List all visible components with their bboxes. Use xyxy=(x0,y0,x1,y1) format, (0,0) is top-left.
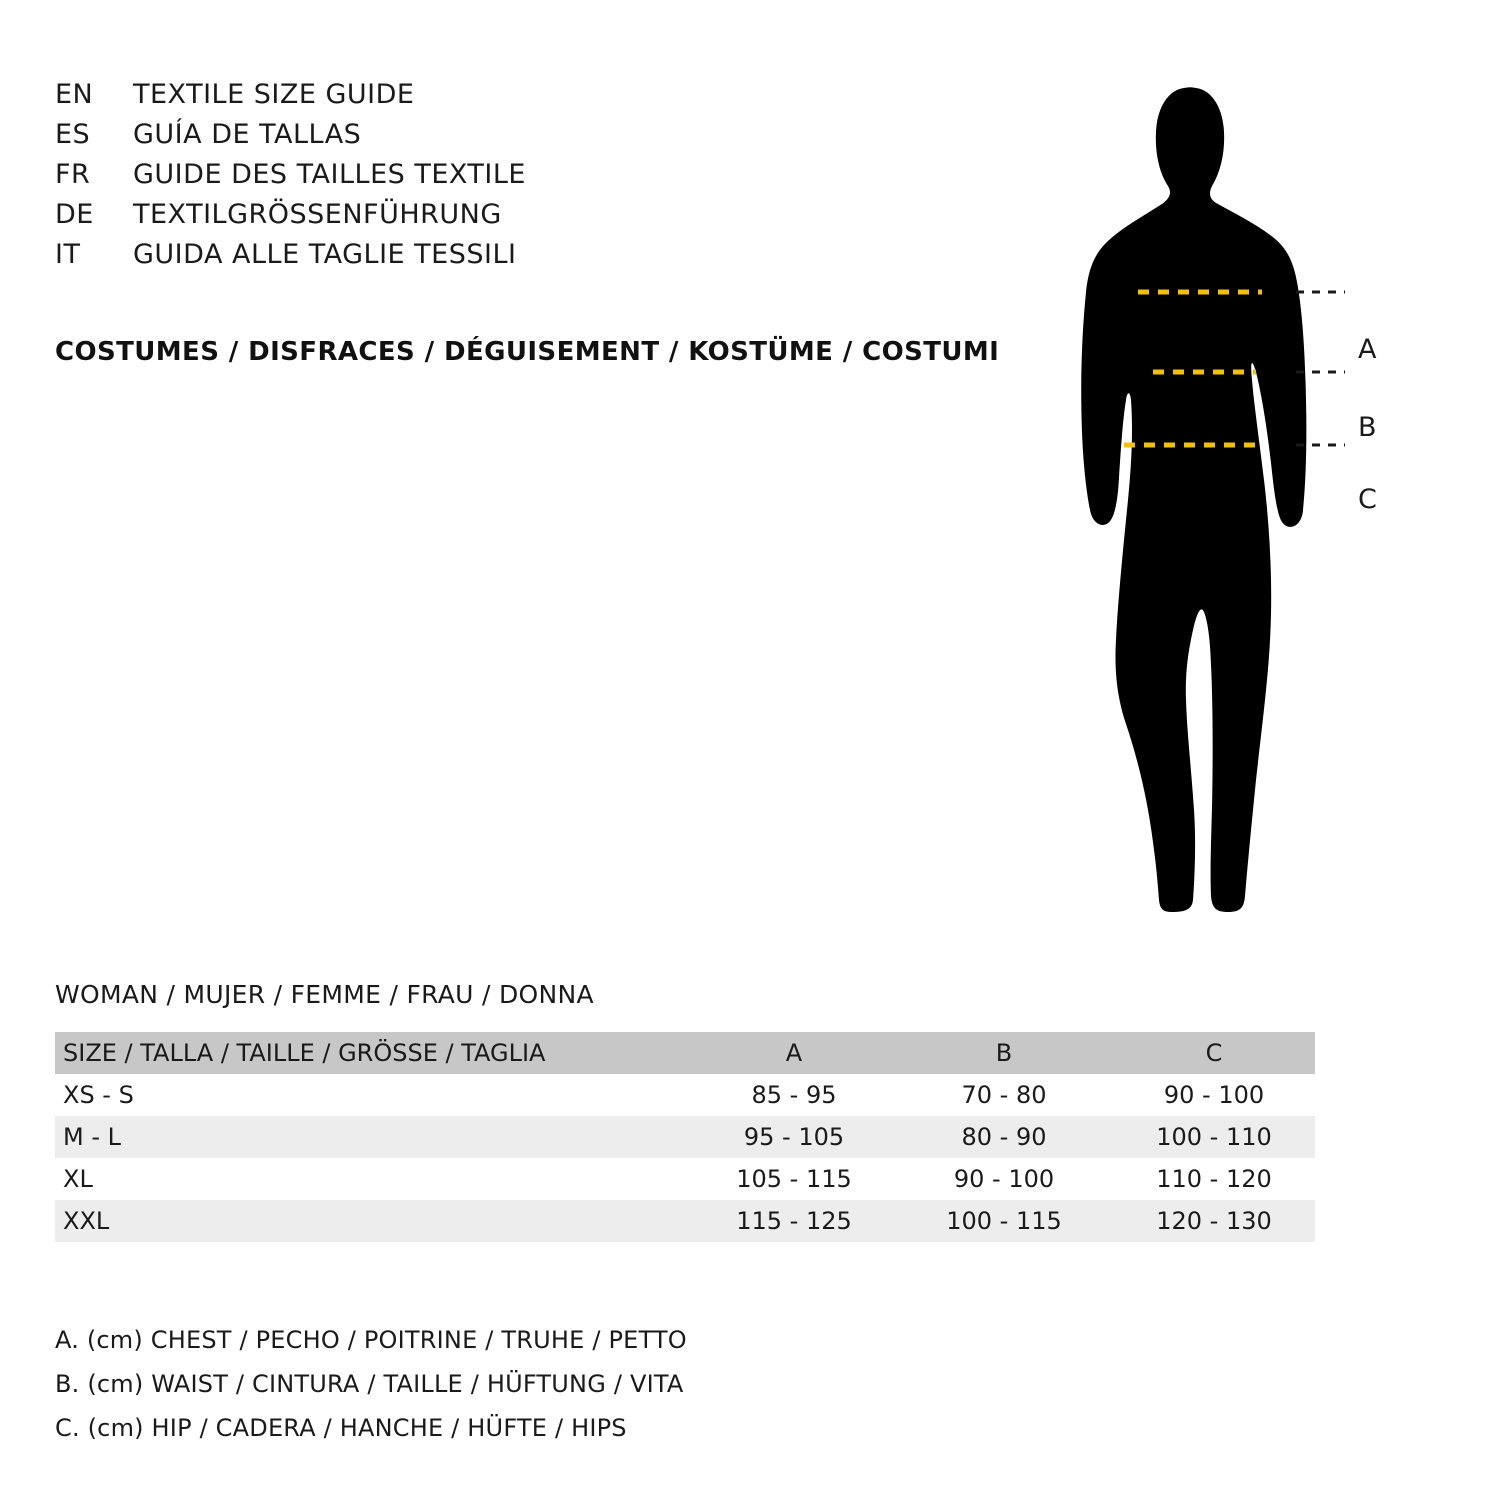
cell-b: 70 - 80 xyxy=(961,1081,1047,1109)
cell-b: 80 - 90 xyxy=(961,1123,1047,1151)
costumes-subtitle: COSTUMES / DISFRACES / DÉGUISEMENT / KOSTÜME / COSTUMI xyxy=(55,337,1000,367)
cell-c: 110 - 120 xyxy=(1156,1165,1272,1193)
header-b: B xyxy=(995,1039,1013,1067)
language-text-en: TEXTILE SIZE GUIDE xyxy=(133,79,415,110)
cell-size: M - L xyxy=(63,1123,121,1151)
marker-label-b: B xyxy=(1358,412,1377,443)
table-row xyxy=(55,1200,1315,1242)
cell-a: 115 - 125 xyxy=(736,1207,852,1235)
table-section-title: WOMAN / MUJER / FEMME / FRAU / DONNA xyxy=(55,980,594,1009)
cell-a: 95 - 105 xyxy=(743,1123,845,1151)
size-table-head xyxy=(55,1032,1315,1074)
cell-a: 85 - 95 xyxy=(751,1081,837,1109)
cell-b: 100 - 115 xyxy=(946,1207,1062,1235)
marker-label-a: A xyxy=(1358,334,1377,365)
female-silhouette-figure xyxy=(1060,60,1440,940)
table-row xyxy=(55,1116,1315,1158)
cell-c: 120 - 130 xyxy=(1156,1207,1272,1235)
language-text-fr: GUIDE DES TAILLES TEXTILE xyxy=(133,159,526,190)
cell-size: XL xyxy=(63,1165,93,1193)
legend-line-c: C. (cm) HIP / CADERA / HANCHE / HÜFTE / HIPS xyxy=(55,1414,627,1442)
language-code-it: IT xyxy=(55,239,81,270)
cell-c: 100 - 110 xyxy=(1156,1123,1272,1151)
language-code-es: ES xyxy=(55,119,91,150)
language-row-en xyxy=(55,75,755,115)
measurement-lines xyxy=(1060,60,1440,940)
language-row-de xyxy=(55,195,755,235)
language-list xyxy=(55,75,755,275)
measurement-legend xyxy=(55,1318,687,1450)
language-code-en: EN xyxy=(55,79,94,110)
language-row-fr xyxy=(55,155,755,195)
cell-size: XS - S xyxy=(63,1081,134,1109)
table-row xyxy=(55,1074,1315,1116)
language-code-fr: FR xyxy=(55,159,91,190)
marker-label-c: C xyxy=(1358,484,1377,515)
language-text-de: TEXTILGRÖSSENFÜHRUNG xyxy=(133,199,502,230)
legend-line-b: B. (cm) WAIST / CINTURA / TAILLE / HÜFTUNG / VITA xyxy=(55,1370,684,1398)
language-row-es xyxy=(55,115,755,155)
cell-c: 90 - 100 xyxy=(1163,1081,1265,1109)
language-code-de: DE xyxy=(55,199,94,230)
header-size: SIZE / TALLA / TAILLE / GRÖSSE / TAGLIA xyxy=(63,1039,546,1067)
language-row-it xyxy=(55,235,755,275)
language-text-it: GUIDA ALLE TAGLIE TESSILI xyxy=(133,239,517,270)
size-table-body xyxy=(55,1074,1315,1242)
header-a: A xyxy=(785,1039,803,1067)
table-header-row xyxy=(55,1032,1315,1074)
table-row xyxy=(55,1158,1315,1200)
language-text-es: GUÍA DE TALLAS xyxy=(133,119,362,150)
header-c: C xyxy=(1205,1039,1223,1067)
cell-size: XXL xyxy=(63,1207,110,1235)
size-table xyxy=(55,1032,1315,1242)
cell-a: 105 - 115 xyxy=(736,1165,852,1193)
cell-b: 90 - 100 xyxy=(953,1165,1055,1193)
legend-line-a: A. (cm) CHEST / PECHO / POITRINE / TRUHE / PETTO xyxy=(55,1326,687,1354)
